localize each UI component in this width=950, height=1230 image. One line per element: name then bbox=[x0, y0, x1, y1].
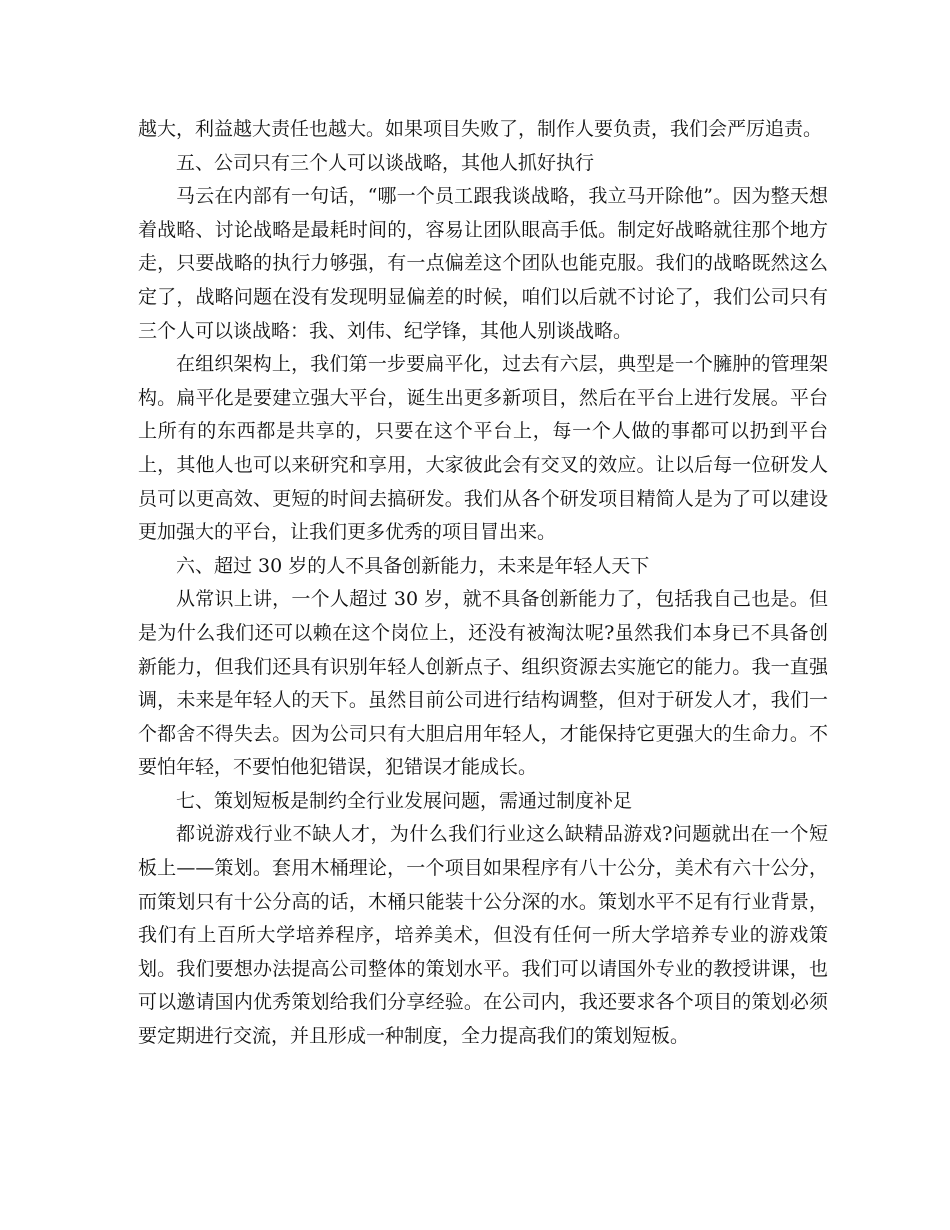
document-body bbox=[138, 113, 828, 1054]
paragraph-continued: 越大，利益越大责任也越大。如果项目失败了，制作人要负责，我们会严厉追责。 bbox=[138, 118, 823, 140]
paragraph: 在组织架构上，我们第一步要扁平化，过去有六层，典型是一个臃肿的管理架构。扁平化是要建立强大平台，诞生出更多新项目，然后在平台上进行发展。平台上所有的东西都是共享的，只要在这个平台上，每一个人做的事都可以扔到平台上，其他人也可以来研究和享用，大家彼此会有交叉的效应。让以后每一位研发人员可以更高效、更短的时间去搞研发。我们从各个研发项目精简人是为了可以建设更加强大的平台，让我们更多优秀的项目冒出来。 bbox=[138, 353, 828, 544]
section-heading-5: 五、公司只有三个人可以谈战略，其他人抓好执行 bbox=[176, 151, 595, 174]
paragraph: 马云在内部有一句话，“哪一个员工跟我谈战略，我立马开除他”。因为整天想着战略、讨论战略是最耗时间的，容易让团队眼高手低。制定好战略就往那个地方走，只要战略的执行力够强，有一点偏差这个团队也能克服。我们的战略既然这么定了，战略问题在没有发现明显偏差的时候，咱们以后就不讨论了，我们公司只有三个人可以谈战略：我、刘伟、纪学锋，其他人别谈战略。 bbox=[138, 185, 828, 342]
section-heading-7: 七、策划短板是制约全行业发展问题，需通过制度补足 bbox=[176, 789, 633, 812]
paragraph: 都说游戏行业不缺人才，为什么我们行业这么缺精品游戏?问题就出在一个短板上——策划。套用木桶理论，一个项目如果程序有八十公分，美术有六十公分，而策划只有十公分高的话，木桶只能装十公分深的水。策划水平不足有行业背景，我们有上百所大学培养程序，培养美术，但没有任何一所大学培养专业的游戏策划。我们要想办法提高公司整体的策划水平。我们可以请国外专业的教授讲课，也可以邀请国内优秀策划给我们分享经验。在公司内，我还要求各个项目的策划必须要定期进行交流，并且形成一种制度，全力提高我们的策划短板。 bbox=[138, 823, 828, 1048]
paragraph: 从常识上讲，一个人超过 30 岁，就不具备创新能力了，包括我自己也是。但是为什么我们还可以赖在这个岗位上，还没有被淘汰呢?虽然我们本身已不具备创新能力，但我们还具有识别年轻人创新点子、组织资源去实施它的能力。我一直强调，未来是年轻人的天下。虽然目前公司进行结构调整，但对于研发人才，我们一个都舍不得失去。因为公司只有大胆启用年轻人，才能保持它更强大的生命力。不要怕年轻，不要怕他犯错误，犯错误才能成长。 bbox=[138, 588, 828, 779]
section-heading-6: 六、超过 30 岁的人不具备创新能力，未来是年轻人天下 bbox=[176, 554, 650, 577]
